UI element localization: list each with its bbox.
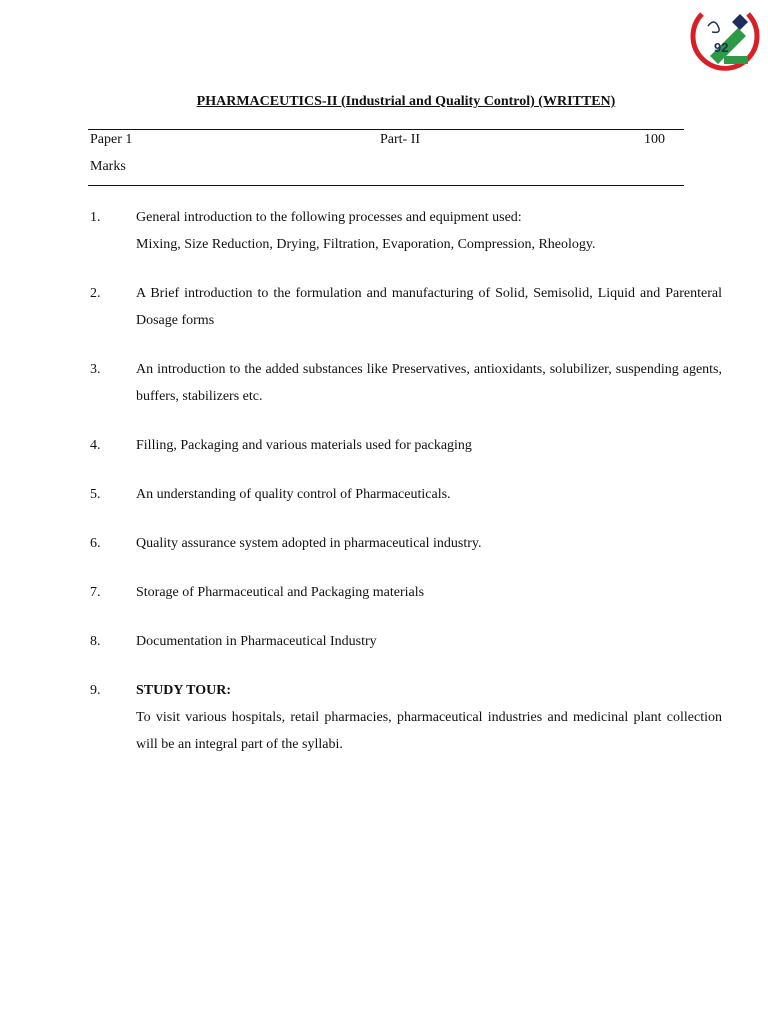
item-number: 8. (90, 634, 101, 649)
paper-label: Paper 1 (90, 132, 133, 147)
page-title: PHARMACEUTICS-II (Industrial and Quality Control) (WRITTEN) (196, 94, 616, 109)
item-number: 9. (90, 683, 101, 698)
syllabus-list (90, 204, 722, 758)
item-text: A Brief introduction to the formulation and manufacturing of Solid, Semisolid, Liquid and Parenteral Dosage forms (136, 286, 722, 328)
item-line: Mixing, Size Reduction, Drying, Filtration, Evaporation, Compression, Rheology. (136, 237, 596, 252)
list-item (90, 530, 722, 557)
list-item (90, 280, 722, 334)
item-text: To visit various hospitals, retail pharmacies, pharmaceutical industries and medicinal plant collection will be an integral part of the syllabi. (136, 710, 722, 752)
item-number: 4. (90, 438, 101, 453)
item-heading: STUDY TOUR: (136, 683, 232, 698)
item-text: An understanding of quality control of Pharmaceuticals. (136, 487, 451, 502)
marks-label: Marks (90, 159, 126, 174)
item-text: Filling, Packaging and various materials used for packaging (136, 438, 472, 453)
bottom-rule (88, 185, 684, 186)
item-text: An introduction to the added substances like Preservatives, antioxidants, solubilizer, suspending agents, buffers, stabilizers etc. (136, 362, 722, 404)
item-number: 5. (90, 487, 101, 502)
list-item (90, 677, 722, 758)
item-text: Documentation in Pharmaceutical Industry (136, 634, 377, 649)
list-item (90, 204, 722, 258)
item-number: 1. (90, 210, 101, 225)
list-item (90, 432, 722, 459)
logo-text: 92 (714, 40, 729, 55)
item-number: 2. (90, 286, 101, 301)
list-item (90, 356, 722, 410)
marks-value: 100 (644, 132, 665, 147)
list-item (90, 481, 722, 508)
item-number: 6. (90, 536, 101, 551)
item-line: General introduction to the following processes and equipment used: (136, 210, 522, 225)
item-text: Quality assurance system adopted in pharmaceutical industry. (136, 536, 482, 551)
item-number: 7. (90, 585, 101, 600)
item-text: Storage of Pharmaceutical and Packaging materials (136, 585, 425, 600)
list-item (90, 628, 722, 655)
logo-emblem (688, 4, 762, 78)
part-label: Part- II (380, 132, 421, 147)
list-item (90, 579, 722, 606)
item-number: 3. (90, 362, 101, 377)
